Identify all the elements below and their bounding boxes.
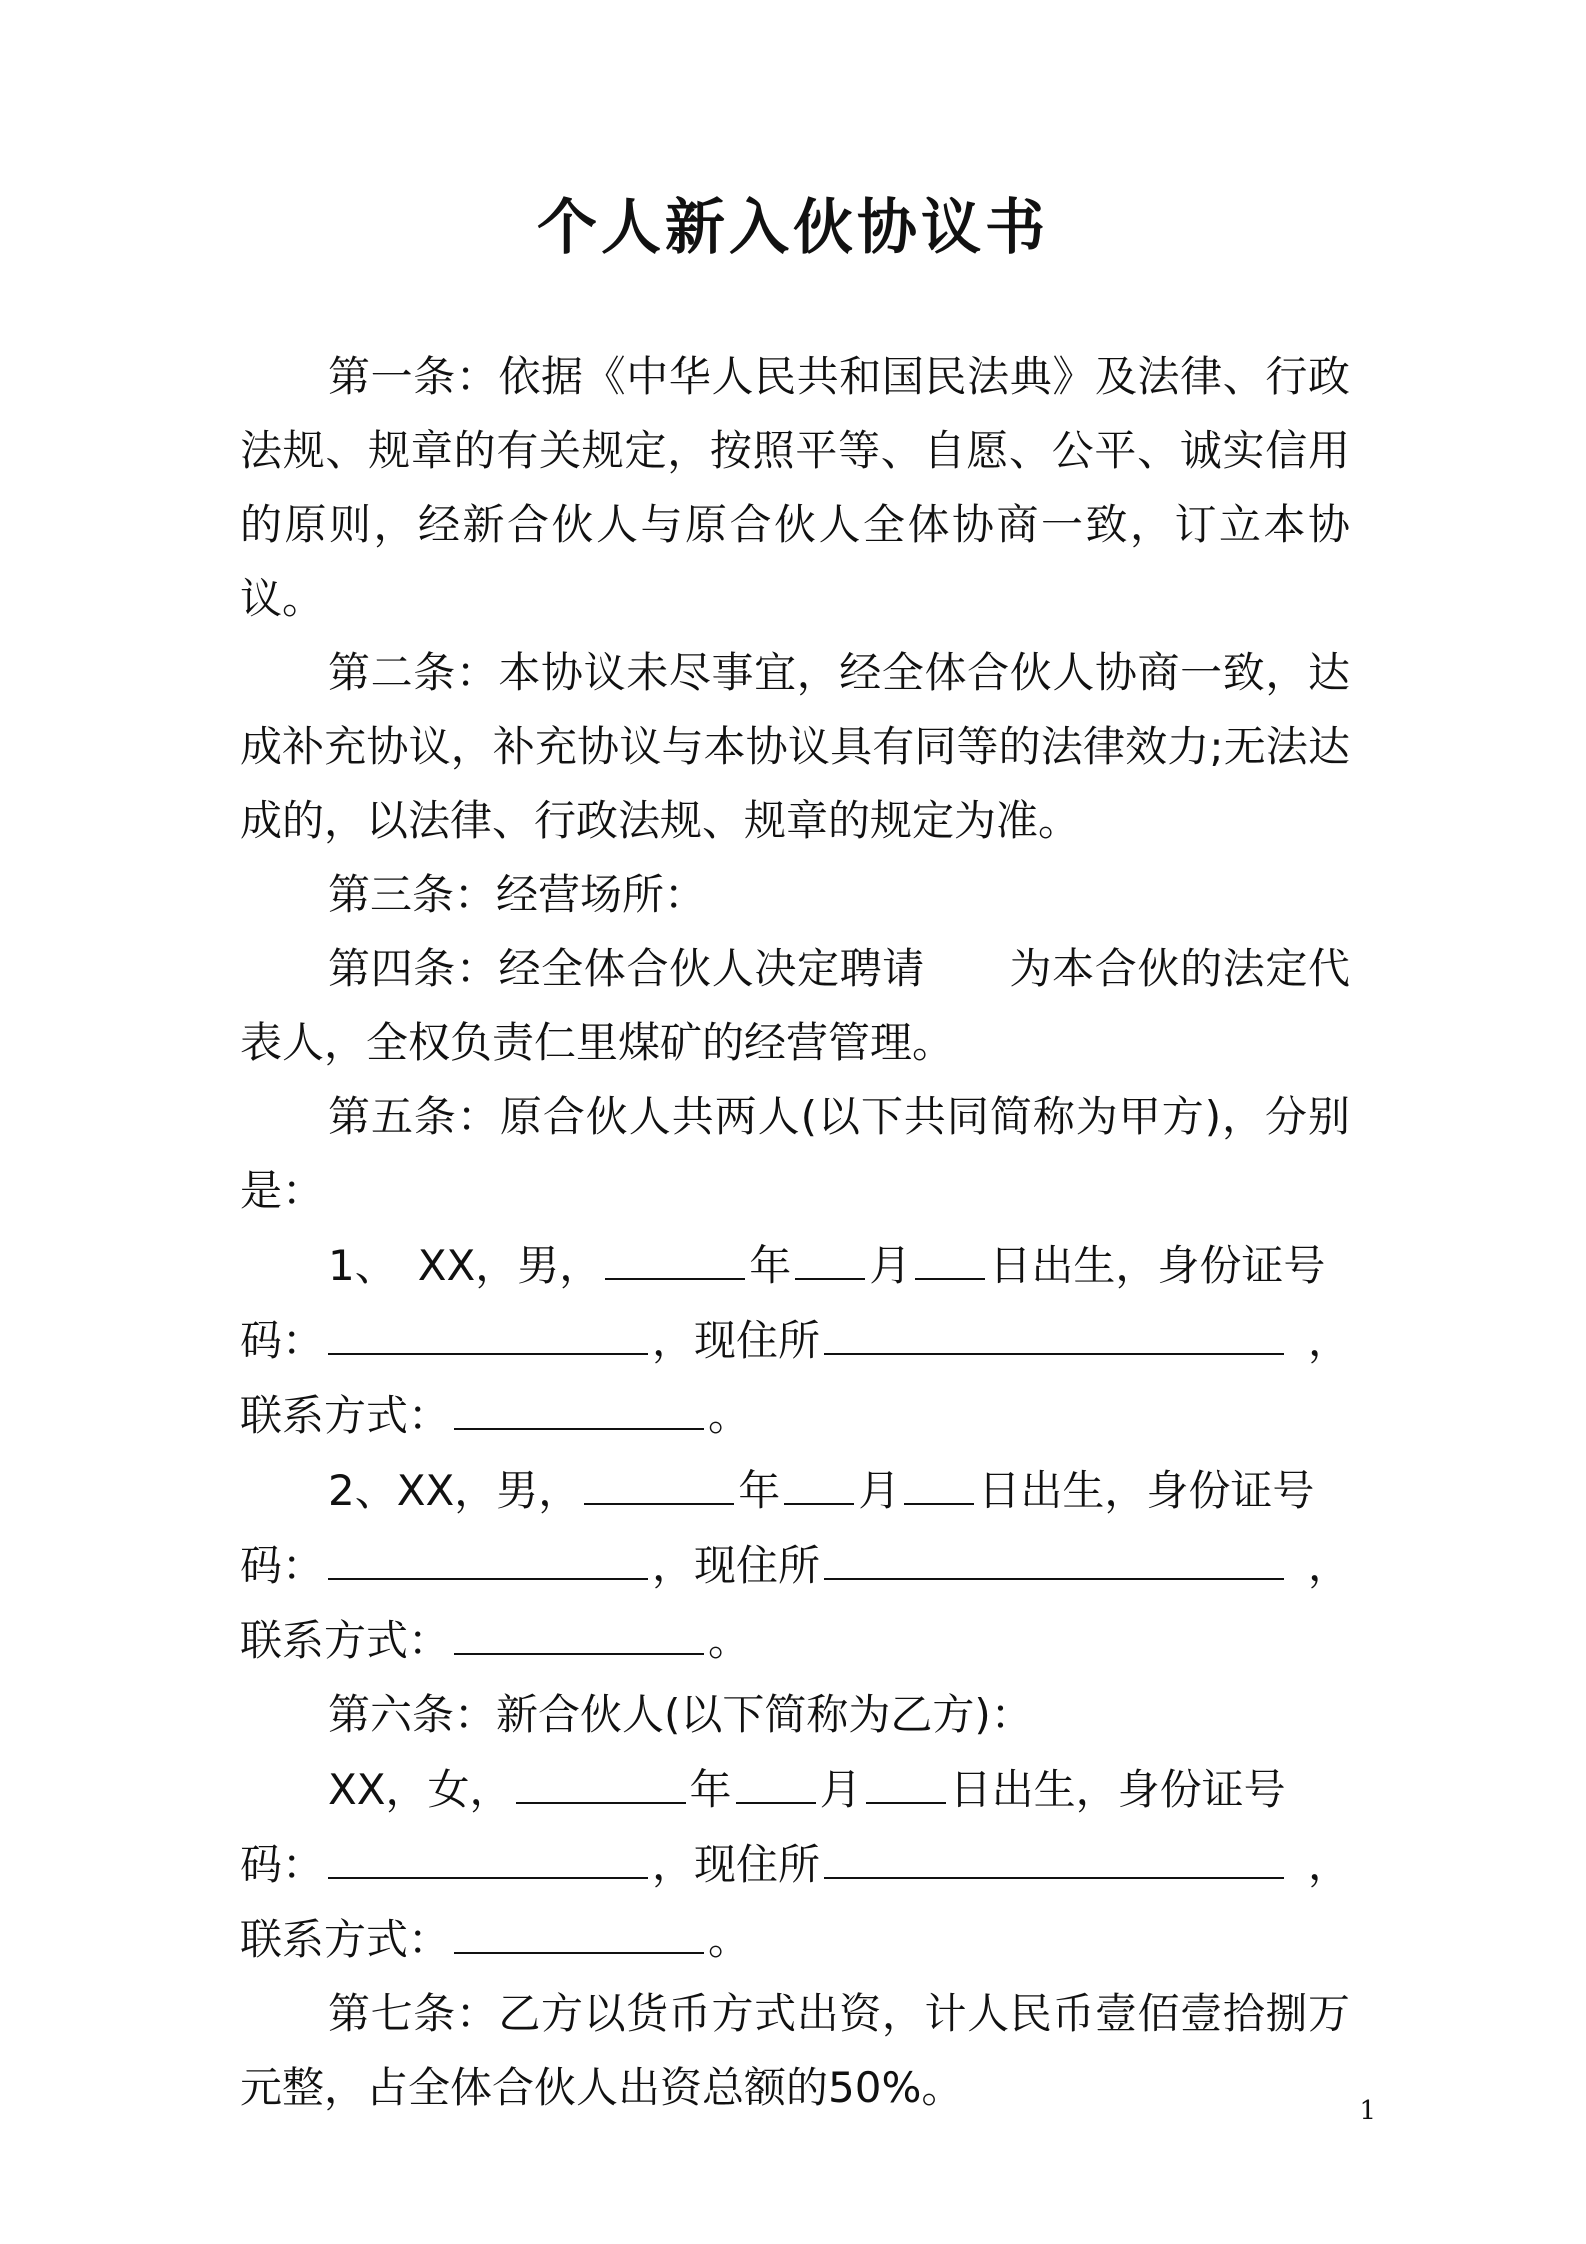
blank-field [795, 1228, 865, 1280]
blank-field [915, 1228, 985, 1280]
article-3: 第三条：经营场所： [328, 870, 707, 919]
blank-field [824, 1827, 1284, 1879]
blank-field [516, 1752, 686, 1804]
blank-field [904, 1453, 974, 1505]
person-2-id-line: 码： ，现住所 ， [240, 1528, 1350, 1603]
article-2: 第二条：本协议未尽事宜，经全体合伙人协商一致，达成补充协议，补充协议与本协议具有同等的法律效力;无法达成的，以法律、行政法规、规章的规定为准。 [240, 648, 1350, 845]
person-1-birth-line: 1、 XX，男， 年 月 日出生，身份证号 [240, 1228, 1350, 1303]
blank-field [824, 1303, 1284, 1355]
blank-field [584, 1453, 734, 1505]
blank-field [736, 1752, 816, 1804]
person-1-contact-line: 联系方式： 。 [240, 1378, 1350, 1453]
article-1: 第一条：依据《中华人民共和国民法典》及法律、行政法规、规章的有关规定，按照平等、自愿、公平、诚实信用的原则，经新合伙人与原合伙人全体协商一致，订立本协议。 [240, 352, 1350, 623]
article-7: 第七条：乙方以货币方式出资，计人民币壹佰壹拾捌万元整，占全体合伙人出资总额的50%。 [240, 1989, 1350, 2112]
person-3-contact-line: 联系方式： 。 [240, 1902, 1350, 1977]
blank-field [824, 1528, 1284, 1580]
person-2-birth-line: 2、XX，男， 年 月 日出生，身份证号 [240, 1453, 1350, 1528]
blank-field [454, 1603, 704, 1655]
article-5: 第五条：原合伙人共两人(以下共同简称为甲方)，分别是： [240, 1092, 1350, 1215]
person-3-birth-line: XX，女， 年 月 日出生，身份证号 [240, 1752, 1350, 1827]
blank-field [328, 1303, 648, 1355]
page-number: 1 [1359, 2096, 1376, 2126]
person-1-id-line: 码： ，现住所 ， [240, 1303, 1350, 1378]
blank-field [328, 1827, 648, 1879]
blank-field [454, 1378, 704, 1430]
person-3-id-line: 码： ，现住所 ， [240, 1827, 1350, 1902]
blank-field [605, 1228, 745, 1280]
blank-field [328, 1528, 648, 1580]
person-2-contact-line: 联系方式： 。 [240, 1603, 1350, 1678]
blank-field [866, 1752, 946, 1804]
article-6: 第六条：新合伙人(以下简称为乙方)： [328, 1690, 1033, 1739]
blank-field [784, 1453, 854, 1505]
article-4: 第四条：经全体合伙人决定聘请 为本合伙的法定代表人，全权负责仁里煤矿的经营管理。 [240, 944, 1350, 1067]
document-title: 个人新入伙协议书 [537, 193, 1049, 263]
blank-field [454, 1902, 704, 1954]
document-body [240, 340, 1350, 2125]
